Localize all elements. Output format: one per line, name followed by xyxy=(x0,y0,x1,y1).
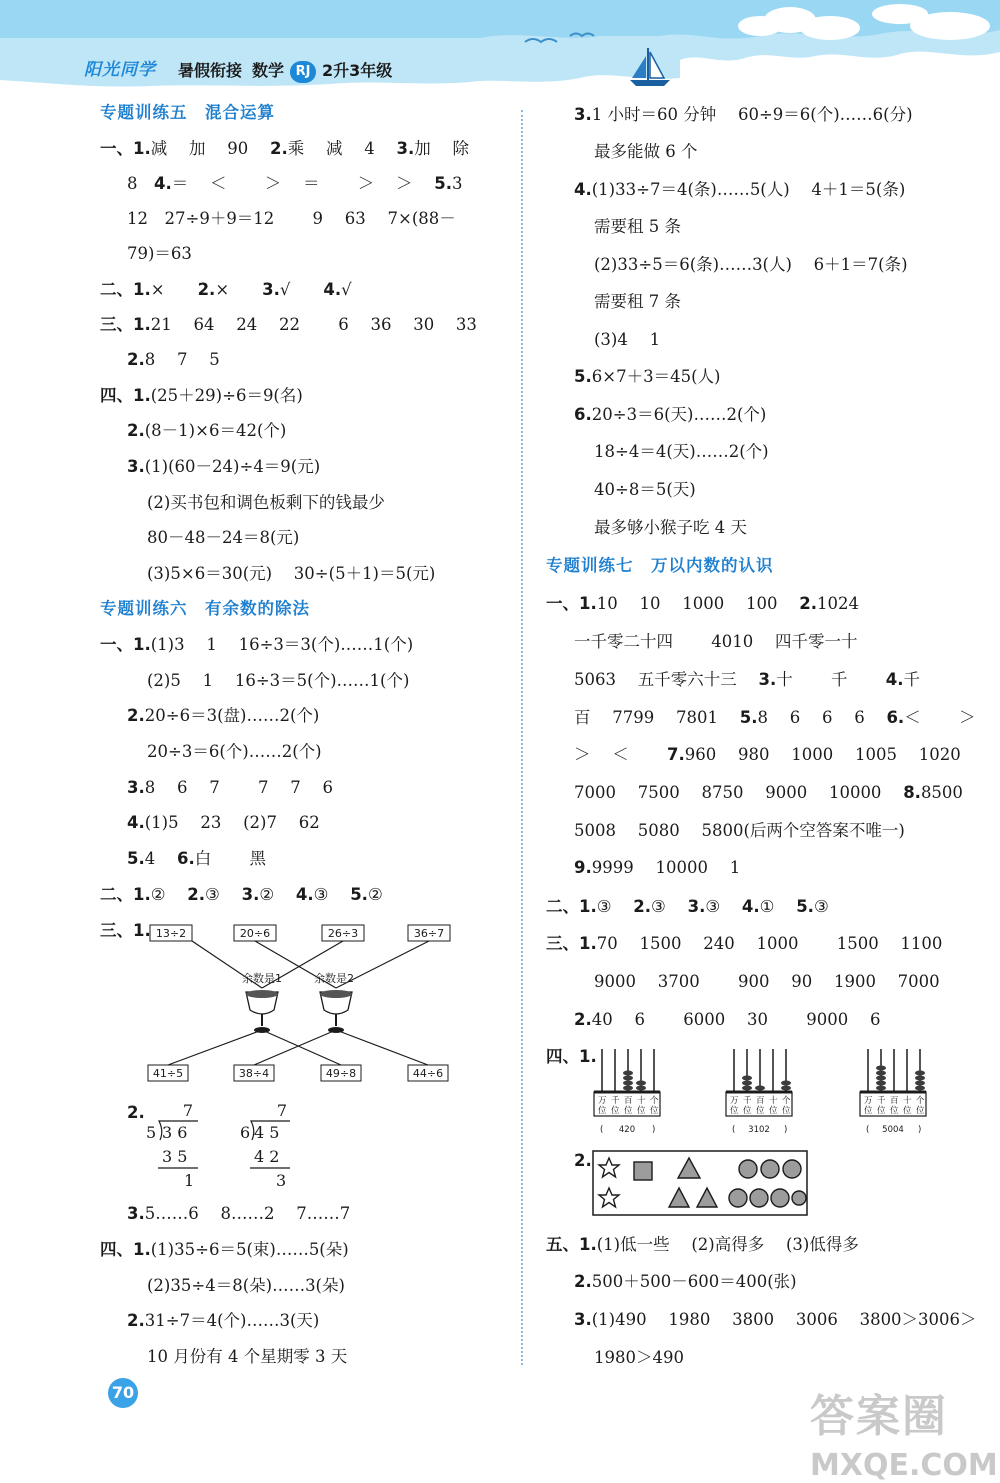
column-divider xyxy=(521,110,523,1365)
svg-text:位: 位 xyxy=(611,1106,620,1116)
bottom-expr: 41÷5 xyxy=(152,1067,184,1080)
answer-line: 最多够小猴子吃 4 天 xyxy=(594,518,747,537)
answer-line: 2.20÷6＝3(盘)……2(个) xyxy=(127,706,320,725)
answer-line: 9.9999 10000 1 xyxy=(574,858,741,877)
svg-text:位: 位 xyxy=(650,1106,659,1116)
abacus-figures xyxy=(588,1044,948,1140)
circle-icon xyxy=(750,1189,768,1207)
svg-text:位: 位 xyxy=(890,1106,899,1116)
bottom-expr: 49÷8 xyxy=(325,1067,357,1080)
answer-line: 需要租 7 条 xyxy=(594,292,681,311)
answer-line: 3.5……6 8……2 7……7 xyxy=(127,1204,351,1223)
answer-line: 四、1.(25＋29)÷6＝9(名) xyxy=(100,386,303,405)
svg-text:5: 5 xyxy=(146,1123,157,1142)
top-expr: 13÷2 xyxy=(155,927,187,940)
answer-line: 一、1.减 加 90 2.乘 减 4 3.加 除 xyxy=(100,139,469,158)
top-expr: 20÷6 xyxy=(239,927,271,940)
watermark: 答案圈 MXQE.COM xyxy=(810,1391,998,1483)
edition-badge: RJ xyxy=(290,61,316,83)
svg-text:4 2: 4 2 xyxy=(254,1147,280,1166)
svg-text:3: 3 xyxy=(276,1171,287,1190)
long-division xyxy=(140,1098,320,1196)
svg-text:位: 位 xyxy=(743,1106,752,1116)
abacus-icon xyxy=(594,1049,660,1135)
answer-line: ＞ ＜ 7.960 980 1000 1005 1020 xyxy=(574,745,961,764)
svg-text:万: 万 xyxy=(598,1096,607,1106)
svg-text:3 6: 3 6 xyxy=(162,1123,188,1142)
answer-line: 2.(8－1)×6＝42(个) xyxy=(127,421,287,440)
answer-line: 5.4 6.白 黑 xyxy=(127,849,266,868)
svg-text:位: 位 xyxy=(916,1106,925,1116)
circle-icon xyxy=(783,1160,801,1178)
svg-text:7: 7 xyxy=(182,1101,194,1120)
answer-line: 三、1.21 64 24 22 6 36 30 33 xyxy=(100,315,477,334)
answer-line: 最多能做 6 个 xyxy=(594,142,698,161)
answer-line: 79)＝63 xyxy=(127,244,192,263)
svg-text:位: 位 xyxy=(637,1106,646,1116)
page-number: 70 xyxy=(108,1378,138,1408)
answer-line: 40÷8＝5(天) xyxy=(594,480,696,499)
svg-text:位: 位 xyxy=(598,1106,607,1116)
circle-icon xyxy=(729,1189,747,1207)
answer-line: (2)33÷5＝6(条)……3(人) 6＋1＝7(条) xyxy=(594,255,908,274)
square-icon xyxy=(634,1162,652,1180)
answer-line: 三、1. xyxy=(100,921,151,940)
top-expr: 26÷3 xyxy=(327,927,359,940)
svg-text:7: 7 xyxy=(276,1101,288,1120)
svg-text:位: 位 xyxy=(769,1106,778,1116)
answer-line: 2.40 6 6000 30 9000 6 xyxy=(574,1010,881,1029)
svg-text:百: 百 xyxy=(624,1096,633,1106)
abacus-value: 5004 xyxy=(882,1125,904,1135)
answer-line: 20÷3＝6(个)……2(个) xyxy=(147,742,322,761)
svg-text:(: ( xyxy=(732,1125,736,1135)
svg-text:位: 位 xyxy=(624,1106,633,1116)
abacus-value: 420 xyxy=(618,1125,636,1135)
answer-line: (2)35÷4＝8(朵)……3(朵) xyxy=(147,1276,345,1295)
top-expr: 36÷7 xyxy=(413,927,445,940)
answer-line: 2.500＋500－600＝400(张) xyxy=(574,1272,797,1291)
answer-line: 二、1.× 2.× 3.√ 4.√ xyxy=(100,280,352,299)
answer-line: 一、1.(1)3 1 16÷3＝3(个)……1(个) xyxy=(100,635,414,654)
svg-text:4 5: 4 5 xyxy=(254,1123,280,1142)
answer-line: 18÷4＝4(天)……2(个) xyxy=(594,442,769,461)
answer-line: (3)4 1 xyxy=(594,330,661,349)
answer-line: 4.(1)5 23 (2)7 62 xyxy=(127,813,320,832)
svg-text:个: 个 xyxy=(650,1096,659,1106)
svg-text:万: 万 xyxy=(864,1096,873,1106)
cup-icon xyxy=(246,990,278,1033)
question-number: 2. xyxy=(127,1103,145,1122)
abacus-icon xyxy=(726,1049,792,1135)
answer-line: 三、1.70 1500 240 1000 1500 1100 xyxy=(546,934,943,953)
circle-icon xyxy=(792,1191,806,1205)
cup-icon xyxy=(320,990,352,1033)
svg-text:万: 万 xyxy=(730,1096,739,1106)
svg-text:位: 位 xyxy=(730,1106,739,1116)
circle-icon xyxy=(771,1189,789,1207)
svg-text:6: 6 xyxy=(240,1123,251,1142)
svg-text:位: 位 xyxy=(782,1106,791,1116)
svg-text:位: 位 xyxy=(864,1106,873,1116)
answer-line: 四、1.(1)35÷6＝5(束)……5(朵) xyxy=(100,1240,349,1259)
answer-line: 12 27÷9＋9＝12 9 63 7×(88－ xyxy=(127,209,456,228)
section-title-6: 专题训练六 有余数的除法 xyxy=(100,599,310,618)
remainder-label: 余数是1 xyxy=(242,972,282,985)
svg-text:): ) xyxy=(918,1125,922,1135)
svg-text:个: 个 xyxy=(782,1096,791,1106)
answer-line: (2)买书包和调色板剩下的钱最少 xyxy=(147,493,385,512)
shapes-figure xyxy=(592,1150,812,1218)
answer-line: 6.20÷3＝6(天)……2(个) xyxy=(574,405,767,424)
remainder-label: 余数是2 xyxy=(314,972,354,985)
svg-text:千: 千 xyxy=(743,1096,752,1106)
sky-cloud-illustration xyxy=(0,0,1000,95)
svg-text:1: 1 xyxy=(184,1171,195,1190)
answer-line: 2.8 7 5 xyxy=(127,350,220,369)
svg-text:位: 位 xyxy=(877,1106,886,1116)
svg-text:个: 个 xyxy=(916,1096,925,1106)
svg-text:十: 十 xyxy=(769,1096,778,1106)
answer-line: 五、1.(1)低一些 (2)高得多 (3)低得多 xyxy=(546,1235,859,1254)
svg-text:位: 位 xyxy=(756,1106,765,1116)
svg-text:): ) xyxy=(784,1125,788,1135)
answer-line: 一千零二十四 4010 四千零一十 xyxy=(574,632,858,651)
answer-line: 需要租 5 条 xyxy=(594,217,681,236)
answer-line: 5.6×7＋3＝45(人) xyxy=(574,367,721,386)
section-title-5: 专题训练五 混合运算 xyxy=(100,103,275,122)
brand-logo: 阳光同学 xyxy=(84,60,156,80)
header-banner xyxy=(0,0,1000,95)
answer-line: 百 7799 7801 5.8 6 6 6 6.＜ ＞ xyxy=(574,708,976,727)
svg-text:(: ( xyxy=(866,1125,870,1135)
svg-text:十: 十 xyxy=(903,1096,912,1106)
answer-line: 3.1 小时＝60 分钟 60÷9＝6(个)……6(分) xyxy=(574,105,913,124)
matching-diagram xyxy=(140,918,460,1088)
answer-line: 5008 5080 5800(后两个空答案不唯一) xyxy=(574,821,905,840)
answer-line: 10 月份有 4 个星期零 3 天 xyxy=(147,1347,348,1366)
answer-line: 二、1.③ 2.③ 3.③ 4.① 5.③ xyxy=(546,897,829,916)
svg-text:): ) xyxy=(652,1125,656,1135)
answer-line: 3.(1)(60－24)÷4＝9(元) xyxy=(127,457,321,476)
answer-line: 80－48－24＝8(元) xyxy=(147,528,300,547)
answer-line: 二、1.② 2.③ 3.② 4.③ 5.② xyxy=(100,885,383,904)
answer-line: 2.31÷7＝4(个)……3(天) xyxy=(127,1311,320,1330)
svg-text:百: 百 xyxy=(756,1096,765,1106)
svg-text:十: 十 xyxy=(637,1096,646,1106)
answer-line: 7000 7500 8750 9000 10000 8.8500 xyxy=(574,783,963,802)
svg-text:百: 百 xyxy=(890,1096,899,1106)
answer-line: 1980＞490 xyxy=(594,1348,684,1367)
circle-icon xyxy=(739,1160,757,1178)
bottom-expr: 44÷6 xyxy=(412,1067,444,1080)
svg-text:3 5: 3 5 xyxy=(162,1147,188,1166)
answer-line: 4.(1)33÷7＝4(条)……5(人) 4＋1＝5(条) xyxy=(574,180,906,199)
answer-line: 9000 3700 900 90 1900 7000 xyxy=(594,972,940,991)
question-number: 2. xyxy=(574,1151,592,1170)
answer-line: 8 4.＝ ＜ ＞ ＝ ＞ ＞ 5.3 xyxy=(127,174,463,193)
answer-line: 5063 五千零六十三 3.十 千 4.千 xyxy=(574,670,920,689)
question-number: 四、1. xyxy=(546,1047,597,1066)
answer-line: 3.(1)490 1980 3800 3006 3800＞3006＞ xyxy=(574,1310,977,1329)
circle-icon xyxy=(761,1160,779,1178)
svg-text:千: 千 xyxy=(611,1096,620,1106)
svg-text:位: 位 xyxy=(903,1106,912,1116)
abacus-value: 3102 xyxy=(748,1125,770,1135)
book-title: 暑假衔接 数学 RJ 2升3年级 xyxy=(178,58,392,83)
section-title-7: 专题训练七 万以内数的认识 xyxy=(546,556,774,575)
answer-line: 一、1.10 10 1000 100 2.1024 xyxy=(546,594,859,613)
abacus-icon xyxy=(860,1049,926,1135)
bottom-expr: 38÷4 xyxy=(238,1067,270,1080)
svg-text:(: ( xyxy=(600,1125,604,1135)
answer-line: (2)5 1 16÷3＝5(个)……1(个) xyxy=(147,671,410,690)
answer-line: (3)5×6＝30(元) 30÷(5＋1)＝5(元) xyxy=(147,564,436,583)
svg-text:千: 千 xyxy=(877,1096,886,1106)
answer-line: 3.8 6 7 7 7 6 xyxy=(127,778,333,797)
